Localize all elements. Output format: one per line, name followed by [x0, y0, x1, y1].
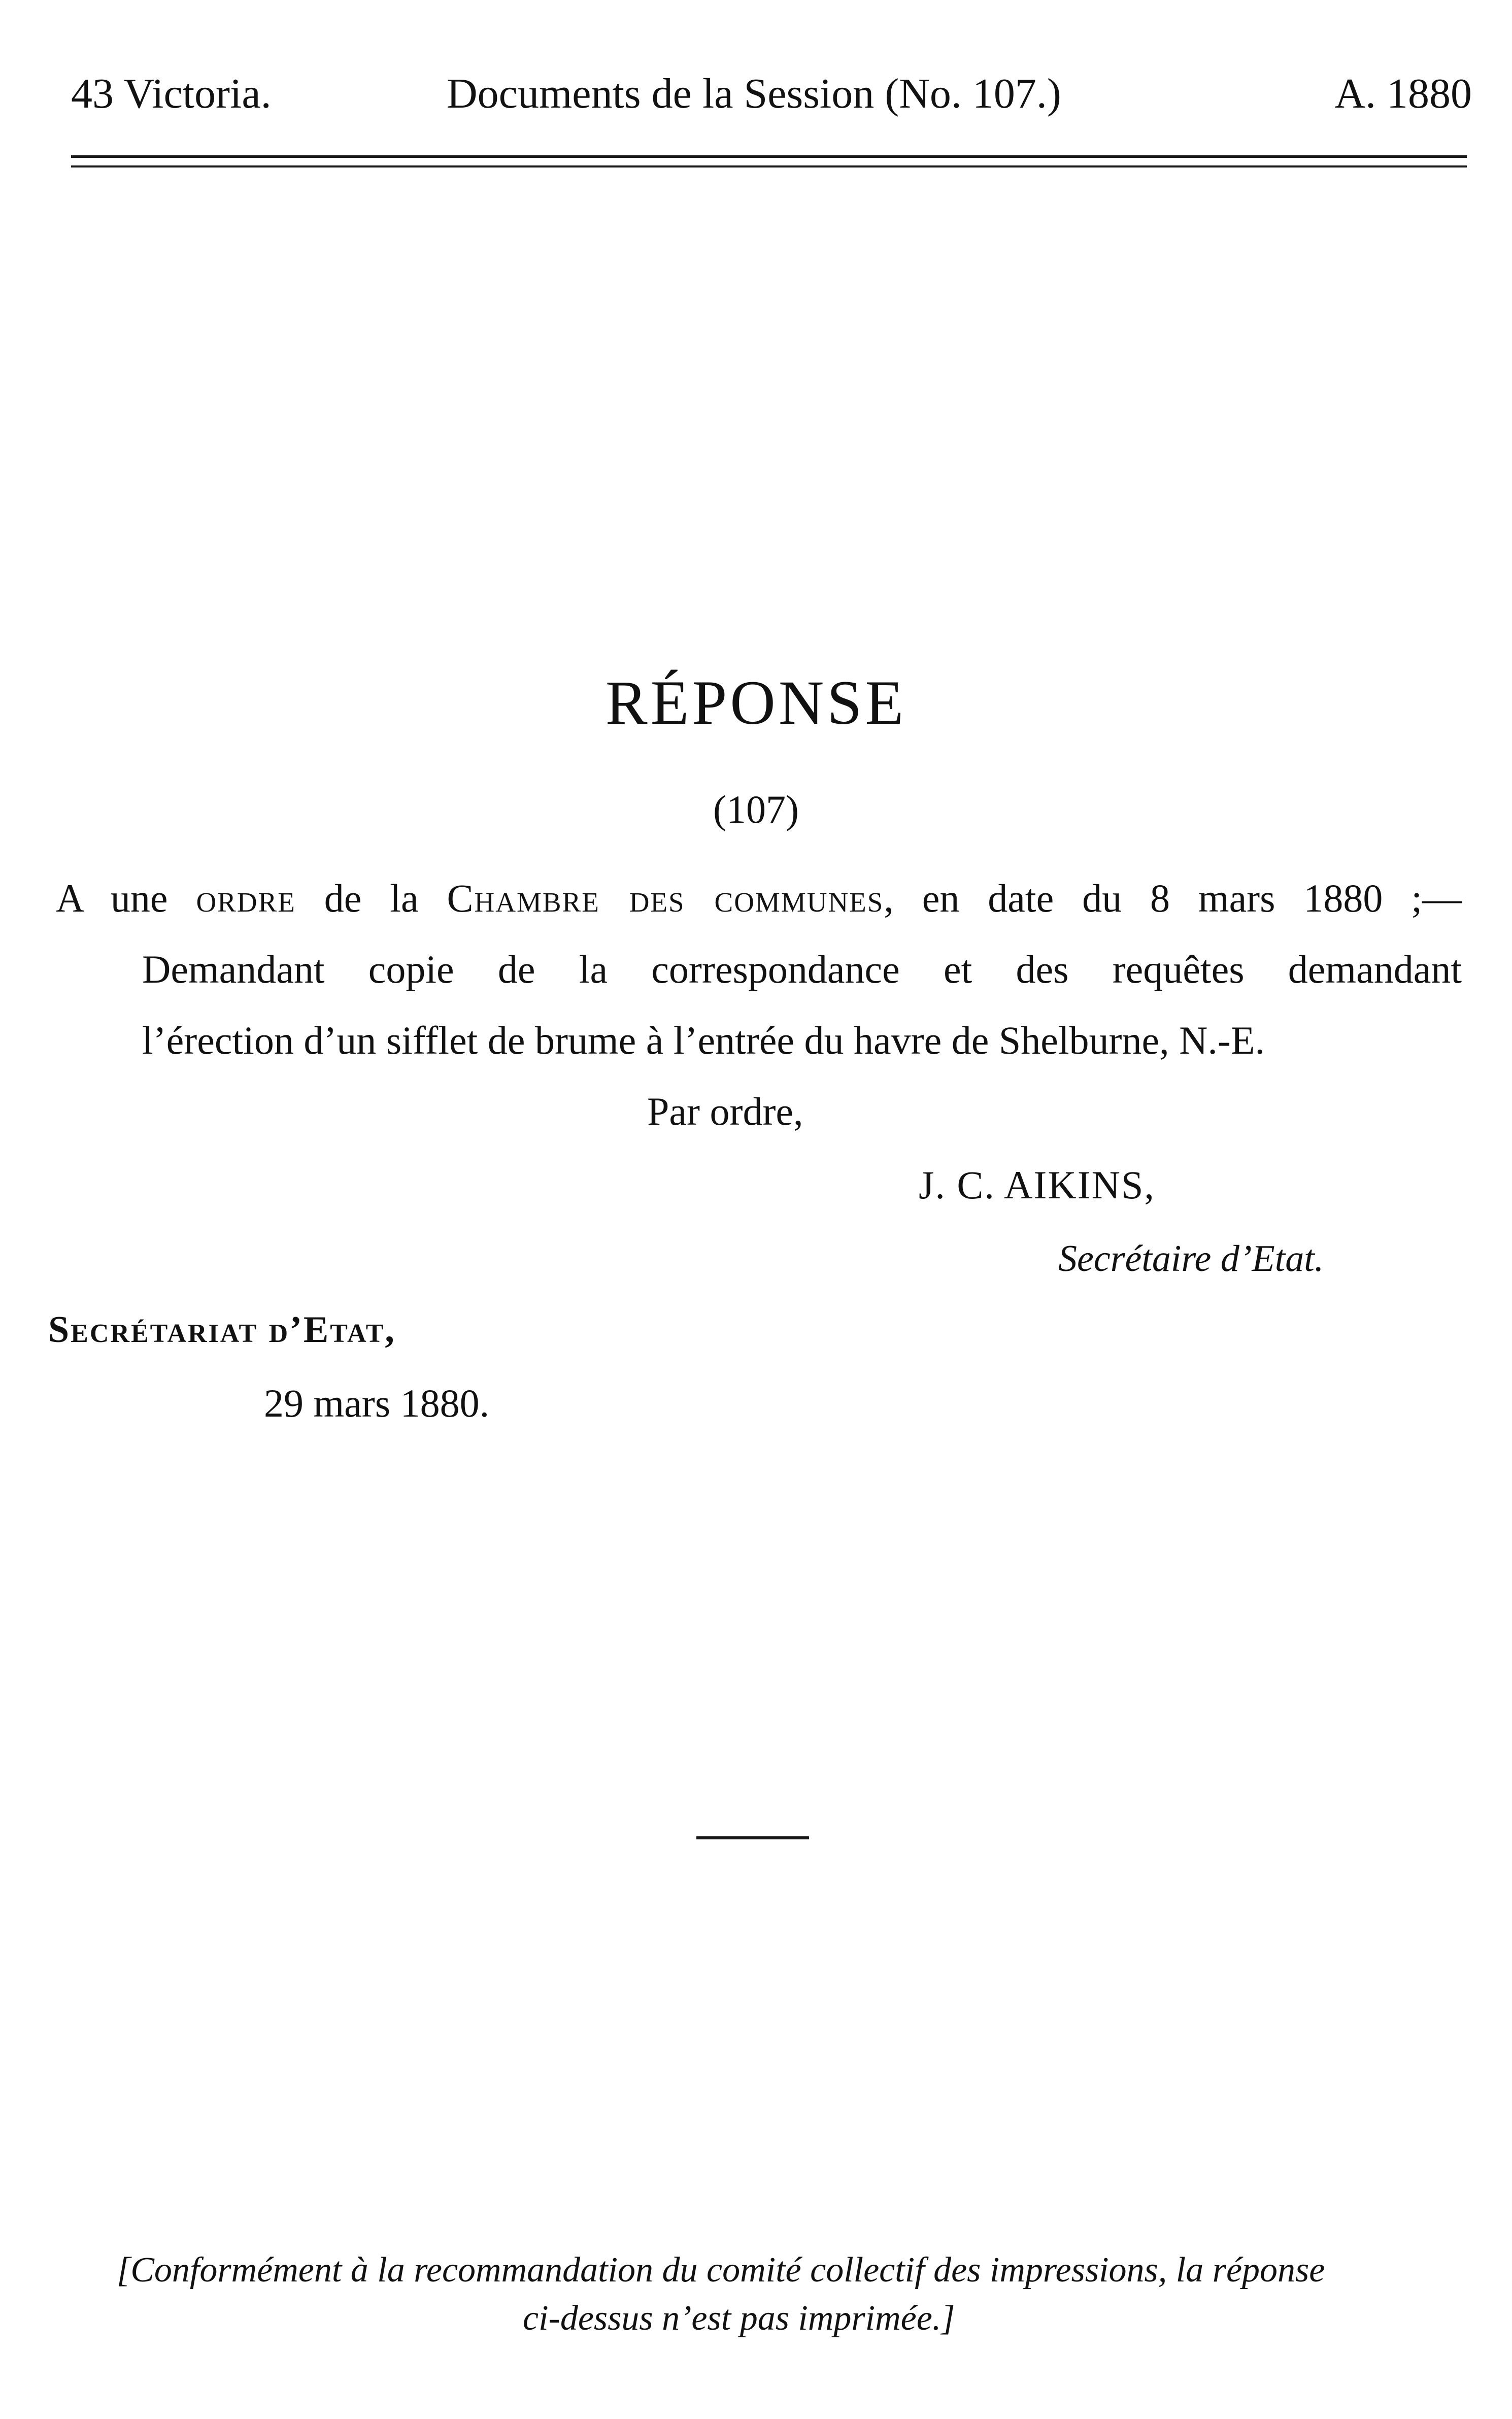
- order-text-a: A une: [56, 876, 196, 920]
- document-title: RÉPONSE: [605, 668, 907, 737]
- par-ordre: Par ordre,: [647, 1089, 803, 1133]
- signer-name: J. C. AIKINS,: [919, 1163, 1155, 1207]
- order-ordre: ordre: [196, 876, 296, 920]
- footnote-line-1: [Conformément à la recommandation du comité collectif des impressions, la réponse: [117, 2250, 1325, 2290]
- footnote: [117, 2246, 1396, 2342]
- order-text-b: de la: [295, 876, 447, 920]
- header-volume: 43 Victoria.: [71, 70, 272, 117]
- footnote-line-2: ci-dessus n’est pas imprimée.]: [523, 2299, 955, 2338]
- office-date: 29 mars 1880.: [264, 1381, 490, 1425]
- order-line-3: l’érection d’un sifflet de brume à l’entrée du havre de Shelburne, N.-E.: [142, 1018, 1265, 1062]
- signer-title: Secrétaire d’Etat.: [1058, 1238, 1324, 1280]
- header-session: Documents de la Session (No. 107.): [447, 70, 1061, 117]
- header-rule-bottom: [71, 165, 1467, 167]
- running-header: [71, 66, 1472, 122]
- order-chambre: Chambre des communes: [447, 876, 884, 920]
- order-paragraph: [56, 863, 1462, 1076]
- order-line-2: Demandant copie de la correspondance et des requêtes demandant: [142, 947, 1462, 991]
- office-name: Secrétariat d’Etat,: [48, 1309, 396, 1351]
- section-divider: [696, 1836, 809, 1839]
- order-line-1: [56, 863, 1462, 934]
- document-number: (107): [713, 787, 799, 831]
- header-year: A. 1880: [1334, 70, 1472, 117]
- header-rule-top: [71, 155, 1467, 158]
- order-text-c: , en date du 8 mars 1880 ;—: [884, 876, 1462, 920]
